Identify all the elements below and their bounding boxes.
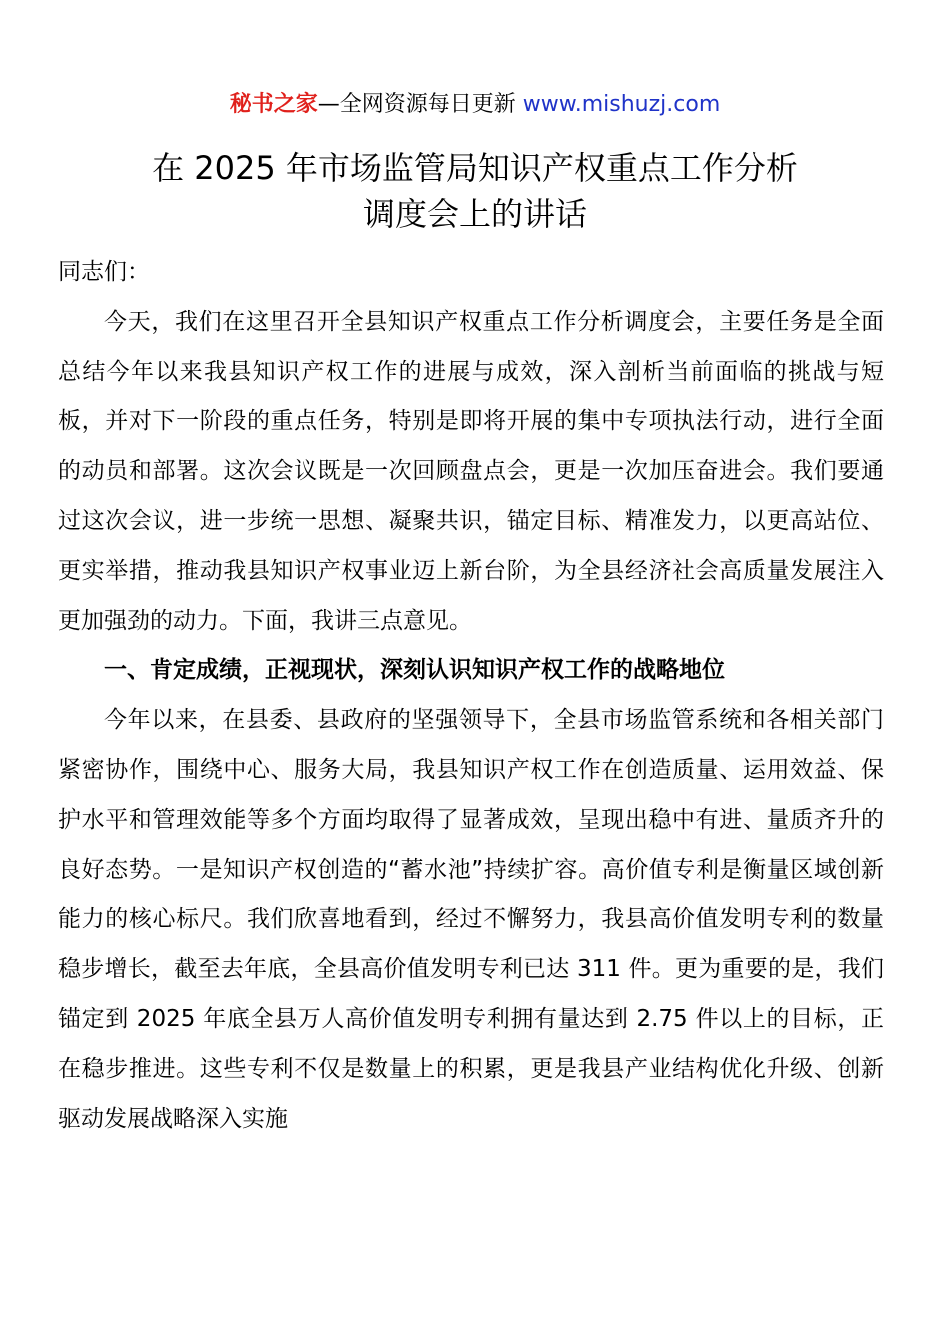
paragraph-intro: 今天，我们在这里召开全县知识产权重点工作分析调度会，主要任务是全面总结今年以来我县知识产权工作的进展与成效，深入剖析当前面临的挑战与短板，并对下一阶段的重点任务，特别是即将开展的集中专项执法行动，进行全面的动员和部署。这次会议既是一次回顾盘点会，更是一次加压奋进会。我们要通过这次会议，进一步统一思想、凝聚共识，锚定目标、精准发力，以更高站位、更实举措，推动我县知识产权事业迈上新台阶，为全县经济社会高质量发展注入更加强劲的动力。下面，我讲三点意见。 xyxy=(58,308,884,634)
site-url-link[interactable]: www.mishuzj.com xyxy=(522,92,721,117)
section-heading-1: 一、肯定成绩，正视现状，深刻认识知识产权工作的战略地位 xyxy=(104,657,725,684)
site-tagline: —全网资源每日更新 xyxy=(317,92,523,117)
title-line-2: 调度会上的讲话 xyxy=(362,195,587,233)
title-line-1: 在 2025 年市场监管局知识产权重点工作分析 xyxy=(152,149,798,187)
document-body xyxy=(58,248,884,1144)
paragraph-achievements: 今年以来，在县委、县政府的坚强领导下，全县市场监管系统和各相关部门紧密协作，围绕中心、服务大局，我县知识产权工作在创造质量、运用效益、保护水平和管理效能等多个方面均取得了显著成效，呈现出稳中有进、量质齐升的良好态势。一是知识产权创造的“蓄水池”持续扩容。高价值专利是衡量区域创新能力的核心标尺。我们欣喜地看到，经过不懈努力，我县高价值发明专利的数量稳步增长，截至去年底，全县高价值发明专利已达 311 件。更为重要的是，我们锚定到 2025 年底全县万人高价值发明专利拥有量达到 2.75 件以上的目标，正在稳步推进。这些专利不仅是数量上的积累，更是我县产业结构优化升级、创新驱动发展战略深入实施 xyxy=(58,707,884,1132)
document-title xyxy=(0,145,950,237)
site-header xyxy=(0,90,950,120)
site-brand: 秘书之家 xyxy=(229,92,318,117)
salutation: 同志们： xyxy=(58,259,150,285)
